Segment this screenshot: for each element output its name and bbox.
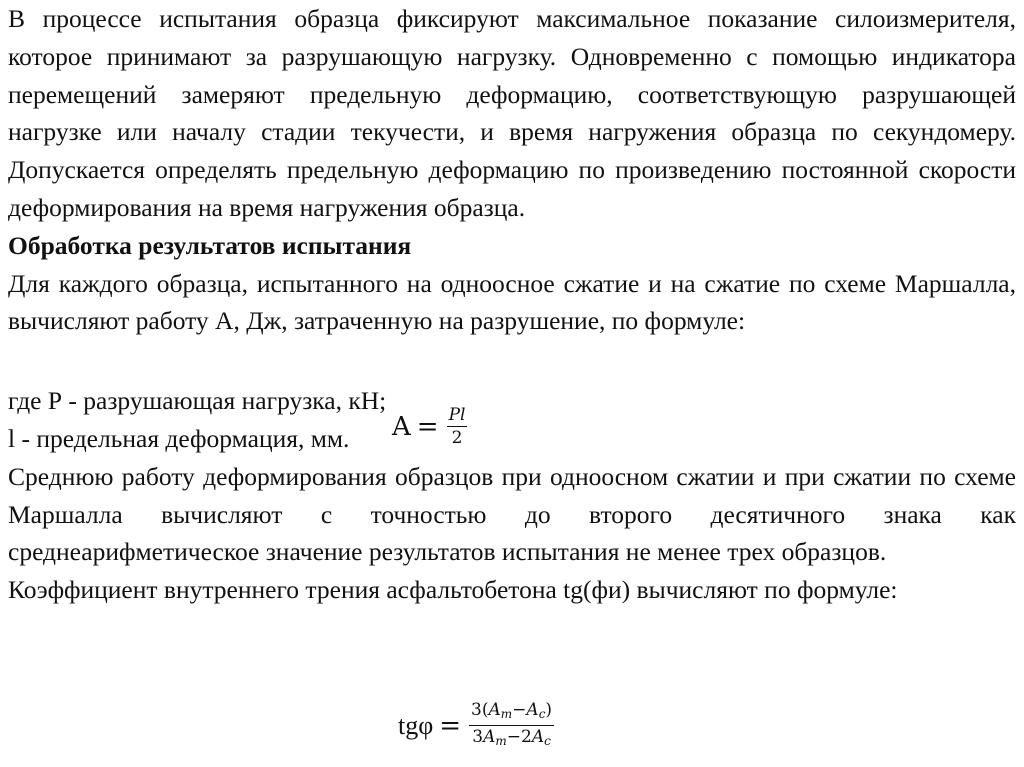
formula-friction-numerator: [469, 700, 554, 726]
paragraph-friction-coefficient: Коэффициент внутреннего трения асфальтобетона tg(фи) вычисляют по формуле:: [8, 575, 898, 605]
den-sub-m: m: [495, 734, 507, 748]
paragraph-work-calculation: Для каждого образца, испытанного на одноосное сжатие и на сжатие по схеме Маршалла, вычисляют работу А, Дж, затраченную на разрушение, по формуле:: [8, 268, 1016, 336]
legend-line-deformation: l - предельная деформация, мм.: [8, 423, 350, 453]
num-var-a: A: [488, 700, 501, 720]
formula-work-equals: =: [416, 411, 439, 442]
formula-friction-fraction: [469, 700, 554, 751]
document-page: [8, 0, 1016, 609]
paragraph-test-procedure: В процессе испытания образца фиксируют максимальное показание силоизмерителя, которое принимают за разрушающую нагрузку. Одновременно с помощью индикатора перемещений замеряют предельную деформацию, соответствующую разрушающей нагрузке или началу стадии текучести, и время нагружения образца по секундомеру. Допускается определять предельную деформацию по произведению постоянной скорости деформирования на время нагружения образца.: [8, 4, 1016, 222]
formula-work: [392, 405, 467, 448]
num-sub-c: c: [538, 707, 546, 721]
formula-work-numerator: Pl: [448, 405, 466, 425]
num-prefix: 3(: [471, 700, 489, 720]
formula-friction-denominator: [470, 726, 553, 751]
legend-line-load: где Р - разрушающая нагрузка, кН;: [8, 386, 387, 416]
section-heading: Обработка результатов испытания: [8, 230, 412, 260]
paragraph-average-work: Среднюю работу деформирования образцов при одноосном сжатии и при сжатии по схеме Маршалла вычисляют с точностью до второго десятичного знака как среднеарифметическое значение результатов испытания не менее трех образцов.: [8, 461, 1016, 567]
den-var-b: A: [531, 727, 545, 747]
den-minus: −2: [506, 727, 532, 747]
den-sub-c: c: [544, 734, 551, 748]
num-suffix: ): [545, 700, 553, 720]
den-prefix: 3: [472, 727, 484, 747]
num-sub-m: m: [500, 707, 513, 721]
formula-friction: [398, 700, 554, 751]
formula-friction-lhs: tgφ: [398, 710, 434, 740]
num-var-b: A: [526, 700, 539, 720]
formula-spacer: [8, 340, 1016, 382]
formula-work-denominator: 2: [451, 428, 463, 448]
formula-work-fraction: [447, 405, 468, 448]
formula-friction-equals: =: [439, 710, 462, 741]
den-var-a: A: [483, 727, 496, 747]
num-minus: −: [512, 700, 527, 720]
formula-work-lhs: A: [392, 411, 411, 442]
